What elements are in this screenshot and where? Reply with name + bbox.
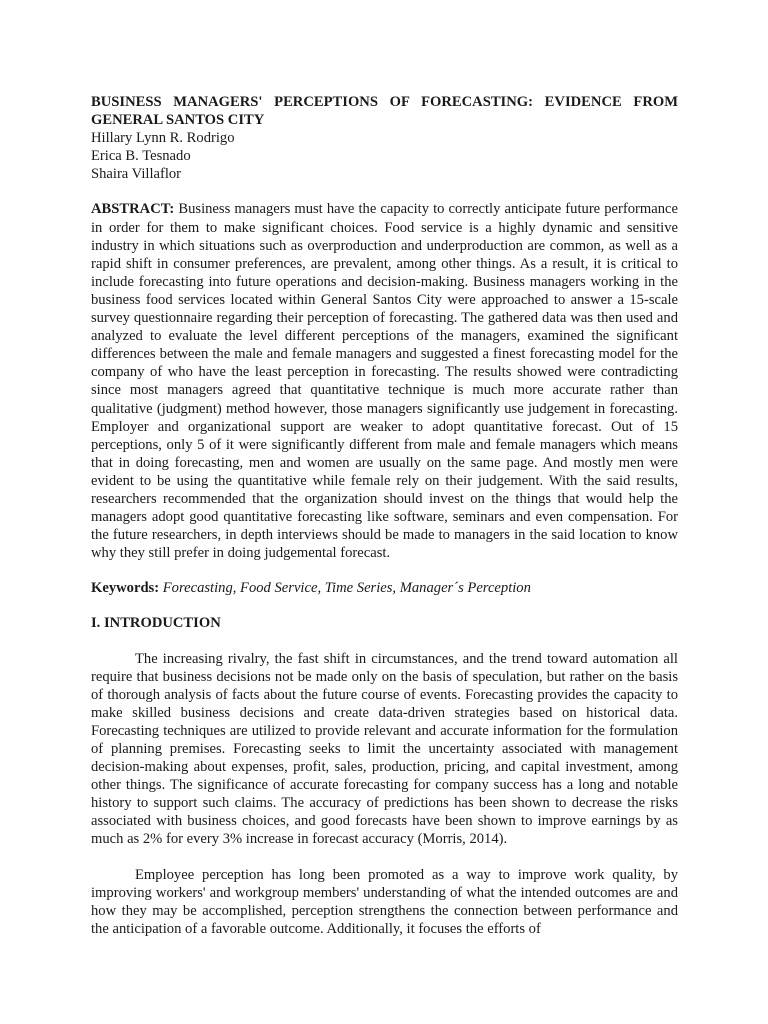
keywords-text: Forecasting, Food Service, Time Series, Manager´s Perception	[162, 580, 531, 597]
keywords-label: Keywords:	[91, 580, 160, 597]
keywords	[91, 579, 678, 597]
abstract-label: ABSTRACT:	[91, 201, 175, 218]
paper-page	[91, 93, 678, 938]
section-heading: I. INTRODUCTION	[91, 615, 221, 632]
paper-title: BUSINESS MANAGERS' PERCEPTIONS OF FORECASTING: EVIDENCE FROM GENERAL SANTOS CITY	[91, 94, 678, 129]
author-name: Shaira Villaflor	[91, 166, 182, 183]
abstract	[91, 200, 678, 562]
author-name: Hillary Lynn R. Rodrigo	[91, 130, 235, 147]
author-name: Erica B. Tesnado	[91, 148, 191, 165]
abstract-text: Business managers must have the capacity to correctly anticipate future performance in order for them to make significant choices. Food service is a highly dynamic and sensitive industry in which situations such as overproduction and underproduction are common, as well as a rapid shift in consumer preferences, are prevalent, among other things. As a result, it is critical to include forecasting into future operations and decision-making. Business managers working in the business food services located within General Santos City were approached to answer a 15-scale survey questionnaire regarding their perception of forecasting. The gathered data was then used and analyzed to evaluate the level different perceptions of the managers, examined the significant differences between the male and female managers and suggested a finest forecasting model for the company of who have the least perception in forecasting. The results showed were contradicting since most managers agreed that quantitative technique is much more accurate rather than qualitative (judgment) method however, those managers significantly use judgement in forecasting. Employer and organizational support are weaker to adopt quantitative forecast. Out of 15 perceptions, only 5 of it were significantly different from male and female managers which means that in doing forecasting, men and women are usually on the same page. And mostly men were evident to be using the quantitative while female rely on their judgement. With the said results, researchers recommended that the organization should invest on the things that would help the managers adopt good quantitative forecasting like software, seminars and even compensation. For the future researchers, in depth interviews should be made to managers in the said location to know why they still prefer in doing judgemental forecast.	[91, 201, 678, 562]
body-paragraph: The increasing rivalry, the fast shift in circumstances, and the trend toward automation all require that business decisions not be made only on the basis of speculation, but rather on the basis of thorough analysis of facts about the future course of events. Forecasting provides the capacity to make skilled business decisions and create data-driven strategies based on historical data. Forecasting techniques are utilized to provide relevant and accurate information for the formulation of planning premises. Forecasting seeks to limit the uncertainty associated with management decision-making about expenses, profit, sales, production, pricing, and capital investment, among other things. The significance of accurate forecasting for company success has a long and notable history to support such claims. The accuracy of predictions has been shown to decrease the risks associated with business choices, and good forecasts have been shown to improve earnings by as much as 2% for every 3% increase in forecast accuracy (Morris, 2014).	[91, 650, 678, 848]
body-paragraph: Employee perception has long been promoted as a way to improve work quality, by improving workers' and workgroup members' understanding of what the intended outcomes are and how they may be accomplished, perception strengthens the connection between performance and the anticipation of a favorable outcome. Additionally, it focuses the efforts of	[91, 866, 678, 937]
